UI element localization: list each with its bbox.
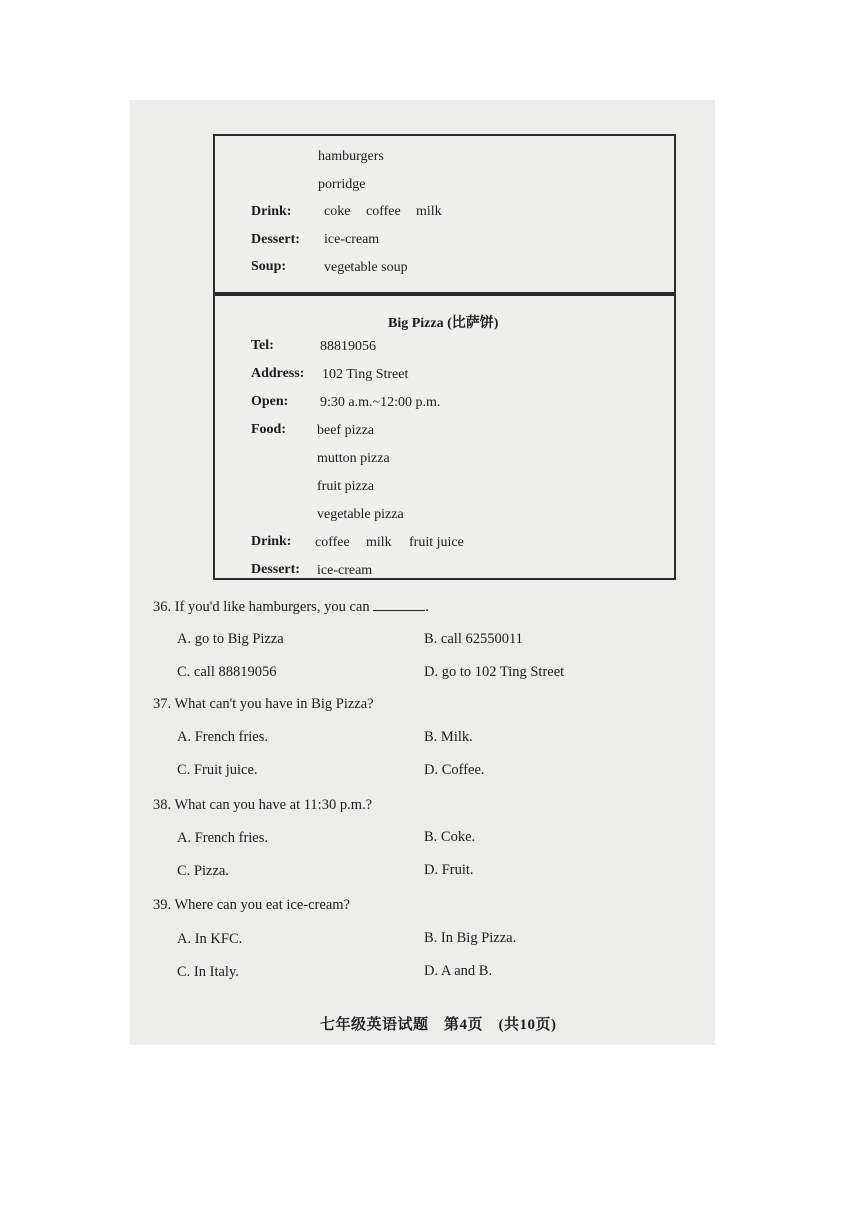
option-a[interactable]: A. go to Big Pizza xyxy=(177,631,284,647)
menu2-drink-label: Drink: xyxy=(251,534,292,549)
option-b[interactable]: B. Coke. xyxy=(424,829,476,845)
address-value: 102 Ting Street xyxy=(322,367,409,382)
option-a[interactable]: A. French fries. xyxy=(177,729,269,745)
tel-label: Tel: xyxy=(251,338,274,353)
open-label: Open: xyxy=(251,394,289,409)
menu2-dessert: ice-cream xyxy=(317,563,373,578)
menu2-food-item: fruit pizza xyxy=(317,479,375,494)
option-d[interactable]: D. go to 102 Ting Street xyxy=(424,664,565,680)
option-b[interactable]: B. Milk. xyxy=(424,729,473,745)
menu2-drink-item: coffee xyxy=(315,535,350,550)
menu1-drink-label: Drink: xyxy=(251,204,292,219)
menu1-dessert-label: Dessert: xyxy=(251,232,300,247)
option-b[interactable]: B. In Big Pizza. xyxy=(424,930,517,946)
tel-value: 88819056 xyxy=(320,339,376,354)
menu1-food-item: porridge xyxy=(318,177,366,192)
option-d[interactable]: D. Fruit. xyxy=(424,862,474,878)
option-a[interactable]: A. In KFC. xyxy=(177,931,243,947)
address-label: Address: xyxy=(251,366,305,381)
menu2-drink-item: milk xyxy=(366,535,392,550)
option-c[interactable]: C. Pizza. xyxy=(177,863,229,879)
option-d[interactable]: D. Coffee. xyxy=(424,762,485,778)
option-b[interactable]: B. call 62550011 xyxy=(424,631,523,647)
option-d[interactable]: D. A and B. xyxy=(424,963,493,979)
menu1-soup-label: Soup: xyxy=(251,259,287,274)
food-label: Food: xyxy=(251,422,286,437)
menu1-soup: vegetable soup xyxy=(324,260,408,275)
option-c[interactable]: C. call 88819056 xyxy=(177,664,277,680)
question-38-stem: 38. What can you have at 11:30 p.m.? xyxy=(153,797,373,813)
menu2-food-item: beef pizza xyxy=(317,423,375,438)
menu2-food-item: vegetable pizza xyxy=(317,507,404,522)
open-hours: 9:30 a.m.~12:00 p.m. xyxy=(320,395,441,410)
menu2-drink-item: fruit juice xyxy=(409,535,464,550)
page-footer: 七年级英语试题 第4页 (共10页) xyxy=(320,1017,557,1033)
option-c[interactable]: C. Fruit juice. xyxy=(177,762,258,778)
menu2-food-item: mutton pizza xyxy=(317,451,390,466)
question-36-stem xyxy=(153,598,429,616)
restaurant-title: Big Pizza (比萨饼) xyxy=(388,316,499,331)
question-37-stem: 37. What can't you have in Big Pizza? xyxy=(153,696,374,712)
menu1-dessert: ice-cream xyxy=(324,232,380,247)
question-36-stem-text: 36. If you'd like hamburgers, you can xyxy=(153,599,370,615)
menu1-drink-item: coke xyxy=(324,204,351,219)
menu1-food-item: hamburgers xyxy=(318,149,384,164)
menu2-dessert-label: Dessert: xyxy=(251,562,300,577)
question-36-stem-end: . xyxy=(425,599,429,615)
option-a[interactable]: A. French fries. xyxy=(177,830,269,846)
option-c[interactable]: C. In Italy. xyxy=(177,964,239,980)
question-39-stem: 39. Where can you eat ice-cream? xyxy=(153,897,350,913)
menu1-drink-item: coffee xyxy=(366,204,401,219)
answer-blank xyxy=(373,598,425,611)
menu1-drink-item: milk xyxy=(416,204,442,219)
